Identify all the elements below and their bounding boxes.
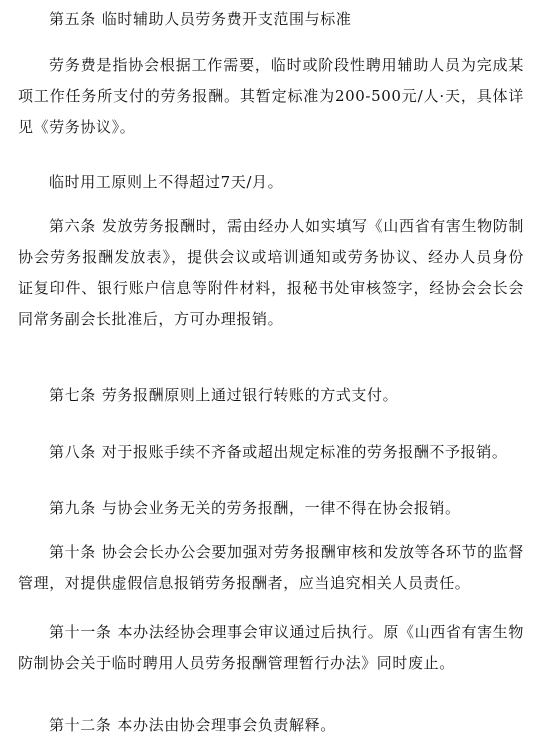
article-text: 本办法由协会理事会负责解释。 — [117, 716, 336, 734]
article-number: 第十条 — [49, 543, 96, 561]
temporary-work-limit-paragraph — [18, 167, 524, 198]
article-number: 第十一条 — [49, 623, 112, 641]
article-9-paragraph — [18, 493, 524, 524]
article-12-paragraph — [18, 710, 524, 741]
paragraph-text: 劳务费是指协会根据工作需要，临时或阶段性聘用辅助人员为完成某项工作任务所支付的劳务报酬。其暂定标准为200-500元/人·天，具体详见《劳务协议》。 — [18, 56, 524, 136]
paragraph-text: 临时用工原则上不得超过7天/月。 — [49, 173, 284, 191]
article-text: 协会会长办公会要加强对劳务报酬审核和发放等各环节的监督管理，对提供虚假信息报销劳务报酬者，应当追究相关人员责任。 — [18, 543, 524, 592]
article-5-heading — [18, 4, 524, 35]
article-number: 第七条 — [49, 386, 96, 404]
article-number: 第九条 — [49, 499, 96, 517]
labor-fee-definition-paragraph — [18, 50, 524, 143]
article-number: 第八条 — [49, 443, 96, 461]
article-text: 本办法经协会理事会审议通过后执行。原《山西省有害生物防制协会关于临时聘用人员劳务报酬管理暂行办法》同时废止。 — [18, 623, 524, 672]
article-11-paragraph — [18, 617, 524, 679]
article-6-paragraph — [18, 211, 524, 335]
article-8-paragraph — [18, 437, 524, 468]
article-text: 劳务报酬原则上通过银行转账的方式支付。 — [101, 386, 399, 404]
article-number: 第十二条 — [49, 716, 112, 734]
article-text: 对于报账手续不齐备或超出规定标准的劳务报酬不予报销。 — [101, 443, 508, 461]
article-text: 发放劳务报酬时，需由经办人如实填写《山西省有害生物防制协会劳务报酬发放表》，提供会议或培训通知或劳务协议、经办人员身份证复印件、银行账户信息等附件材料，报秘书处审核签字，经协会会长会同常务副会长批准后，方可办理报销。 — [18, 217, 524, 328]
article-7-paragraph — [18, 380, 524, 411]
article-text: 临时辅助人员劳务费开支范围与标准 — [101, 10, 352, 28]
article-10-paragraph — [18, 537, 524, 599]
article-text: 与协会业务无关的劳务报酬，一律不得在协会报销。 — [101, 499, 461, 517]
article-number: 第六条 — [49, 217, 96, 235]
article-number: 第五条 — [49, 10, 96, 28]
